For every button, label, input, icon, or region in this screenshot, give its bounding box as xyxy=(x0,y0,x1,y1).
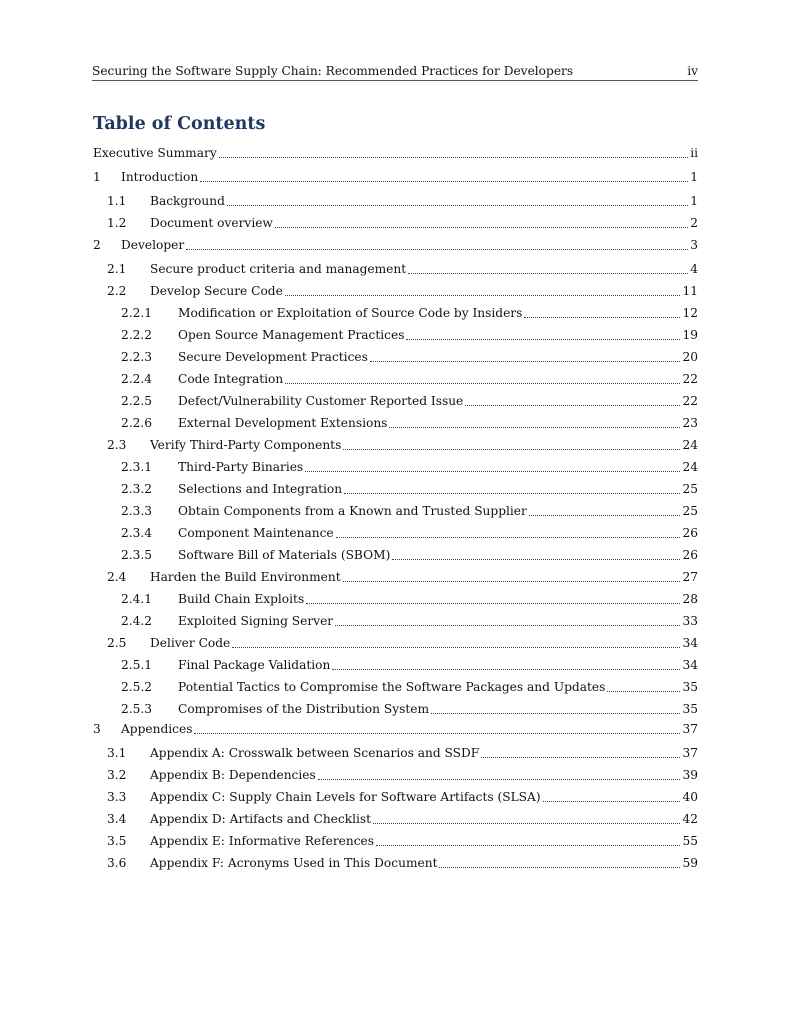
toc-entry-2[interactable] xyxy=(93,236,698,254)
toc-entry-title: Compromises of the Distribution System xyxy=(178,702,429,716)
toc-entry-page: 19 xyxy=(682,328,698,342)
dot-leader xyxy=(343,449,680,450)
toc-entry-number: 3.4 xyxy=(107,812,127,826)
toc-entry-page: 2 xyxy=(690,216,698,230)
toc-entry-number: 2.3.3 xyxy=(121,504,153,518)
toc-entry-number: 2.3 xyxy=(107,438,127,452)
dot-leader xyxy=(465,405,680,406)
toc-entry-title: Final Package Validation xyxy=(178,658,331,672)
toc-entry-page: 39 xyxy=(682,768,698,782)
dot-leader xyxy=(373,823,680,824)
toc-entry-2-2-2[interactable] xyxy=(121,326,698,344)
toc-entry-number: 2.5 xyxy=(107,636,127,650)
dot-leader xyxy=(524,317,680,318)
toc-entry-1-1[interactable] xyxy=(107,192,698,210)
toc-entry-title: Develop Secure Code xyxy=(150,284,283,298)
toc-entry-2-2-5[interactable] xyxy=(121,392,698,410)
dot-leader xyxy=(305,471,680,472)
toc-entry-title: Appendix A: Crosswalk between Scenarios and SSDF xyxy=(150,746,480,760)
toc-entry-2-4-1[interactable] xyxy=(121,590,698,608)
dot-leader xyxy=(370,361,681,362)
running-header xyxy=(92,63,698,81)
toc-entry-title: Introduction xyxy=(121,170,199,184)
toc-entry-2-2[interactable] xyxy=(107,282,698,300)
toc-entry-title: Selections and Integration xyxy=(178,482,343,496)
toc-entry-3-3[interactable] xyxy=(107,788,698,806)
toc-entry-title: Exploited Signing Server xyxy=(178,614,334,628)
toc-entry-number: 2.5.1 xyxy=(121,658,153,672)
dot-leader xyxy=(607,691,680,692)
toc-entry-page: 1 xyxy=(690,170,698,184)
toc-entry-page: 35 xyxy=(682,702,698,716)
toc-entry-page: 25 xyxy=(682,504,698,518)
dot-leader xyxy=(389,427,680,428)
toc-entry-3-5[interactable] xyxy=(107,832,698,850)
dot-leader xyxy=(275,227,688,228)
toc-entry-1[interactable] xyxy=(93,168,698,186)
toc-entry-title: Appendices xyxy=(121,722,193,736)
toc-entry-2-3[interactable] xyxy=(107,436,698,454)
toc-entry-executive-summary[interactable] xyxy=(93,144,698,162)
toc-entry-2-2-4[interactable] xyxy=(121,370,698,388)
toc-entry-number: 3.3 xyxy=(107,790,127,804)
toc-entry-2-1[interactable] xyxy=(107,260,698,278)
toc-entry-number: 2.2 xyxy=(107,284,127,298)
dot-leader xyxy=(232,647,680,648)
toc-entry-page: 35 xyxy=(682,680,698,694)
toc-entry-2-3-1[interactable] xyxy=(121,458,698,476)
dot-leader xyxy=(285,383,680,384)
toc-entry-title: Executive Summary xyxy=(93,146,217,160)
toc-entry-page: 23 xyxy=(682,416,698,430)
toc-entry-page: 22 xyxy=(682,394,698,408)
toc-heading: Table of Contents xyxy=(93,114,266,134)
toc-entry-number: 2.5.2 xyxy=(121,680,153,694)
toc-entry-title: Appendix D: Artifacts and Checklist xyxy=(150,812,372,826)
toc-entry-page: 28 xyxy=(682,592,698,606)
toc-entry-title: Open Source Management Practices xyxy=(178,328,405,342)
toc-entry-page: 20 xyxy=(682,350,698,364)
toc-entry-title: Developer xyxy=(121,238,185,252)
dot-leader xyxy=(336,537,681,538)
dot-leader xyxy=(318,779,681,780)
toc-entry-title: External Development Extensions xyxy=(178,416,388,430)
toc-entry-title: Appendix E: Informative References xyxy=(150,834,375,848)
toc-entry-page: 42 xyxy=(682,812,698,826)
dot-leader xyxy=(306,603,680,604)
toc-entry-number: 3 xyxy=(93,722,101,736)
toc-entry-title: Defect/Vulnerability Customer Reported Issue xyxy=(178,394,464,408)
toc-entry-title: Secure Development Practices xyxy=(178,350,368,364)
dot-leader xyxy=(543,801,681,802)
toc-entry-page: 26 xyxy=(682,548,698,562)
toc-entry-title: Background xyxy=(150,194,225,208)
toc-entry-page: 22 xyxy=(682,372,698,386)
toc-entry-title: Appendix B: Dependencies xyxy=(150,768,316,782)
toc-entry-3-6[interactable] xyxy=(107,854,698,872)
toc-entry-page: 37 xyxy=(682,746,698,760)
toc-entry-page: 3 xyxy=(690,238,698,252)
toc-entry-2-4-2[interactable] xyxy=(121,612,698,630)
toc-entry-2-3-5[interactable] xyxy=(121,546,698,564)
toc-entry-2-3-2[interactable] xyxy=(121,480,698,498)
toc-entry-title: Software Bill of Materials (SBOM) xyxy=(178,548,391,562)
dot-leader xyxy=(529,515,681,516)
toc-entry-number: 3.2 xyxy=(107,768,127,782)
dot-leader xyxy=(344,493,680,494)
toc-entry-title: Verify Third-Party Components xyxy=(150,438,342,452)
toc-entry-number: 3.5 xyxy=(107,834,127,848)
toc-entry-2-5-2[interactable] xyxy=(121,678,698,696)
toc-entry-title: Potential Tactics to Compromise the Software Packages and Updates xyxy=(178,680,606,694)
dot-leader xyxy=(343,581,681,582)
toc-entry-page: 26 xyxy=(682,526,698,540)
toc-entry-number: 2.2.2 xyxy=(121,328,153,342)
toc-entry-2-4[interactable] xyxy=(107,568,698,586)
toc-entry-title: Build Chain Exploits xyxy=(178,592,305,606)
dot-leader xyxy=(285,295,681,296)
toc-entry-title: Deliver Code xyxy=(150,636,231,650)
toc-entry-number: 2 xyxy=(93,238,101,252)
toc-entry-page: 37 xyxy=(682,722,698,736)
toc-entry-2-5[interactable] xyxy=(107,634,698,652)
toc-entry-number: 2.4.1 xyxy=(121,592,153,606)
dot-leader xyxy=(392,559,680,560)
toc-entry-2-2-6[interactable] xyxy=(121,414,698,432)
toc-entry-2-5-3[interactable] xyxy=(121,700,698,718)
toc-entry-title: Modification or Exploitation of Source Code by Insiders xyxy=(178,306,523,320)
dot-leader xyxy=(376,845,680,846)
dot-leader xyxy=(200,181,688,182)
toc-entry-2-3-3[interactable] xyxy=(121,502,698,520)
toc-entry-number: 2.3.4 xyxy=(121,526,153,540)
toc-entry-title: Appendix C: Supply Chain Levels for Software Artifacts (SLSA) xyxy=(150,790,541,804)
toc-entry-page: ii xyxy=(690,146,698,160)
toc-entry-number: 3.6 xyxy=(107,856,127,870)
toc-entry-number: 2.2.4 xyxy=(121,372,153,386)
header-page-label: iv xyxy=(687,64,698,78)
header-document-title: Securing the Software Supply Chain: Recommended Practices for Developers xyxy=(92,64,574,78)
dot-leader xyxy=(431,713,680,714)
toc-entry-page: 33 xyxy=(682,614,698,628)
toc-entry-page: 24 xyxy=(682,460,698,474)
dot-leader xyxy=(439,867,680,868)
toc-entry-number: 2.3.1 xyxy=(121,460,153,474)
dot-leader xyxy=(227,205,688,206)
toc-entry-2-2-1[interactable] xyxy=(121,304,698,322)
toc-entry-number: 2.4 xyxy=(107,570,127,584)
toc-entry-page: 34 xyxy=(682,658,698,672)
toc-entry-2-5-1[interactable] xyxy=(121,656,698,674)
toc-entry-number: 3.1 xyxy=(107,746,127,760)
dot-leader xyxy=(408,273,688,274)
toc-entry-title: Component Maintenance xyxy=(178,526,334,540)
toc-entry-2-2-3[interactable] xyxy=(121,348,698,366)
toc-entry-page: 59 xyxy=(682,856,698,870)
toc-entry-number: 1 xyxy=(93,170,101,184)
toc-entry-number: 2.2.5 xyxy=(121,394,153,408)
toc-entry-title: Secure product criteria and management xyxy=(150,262,407,276)
toc-entry-number: 1.1 xyxy=(107,194,127,208)
toc-entry-page: 34 xyxy=(682,636,698,650)
toc-entry-page: 24 xyxy=(682,438,698,452)
toc-entry-title: Harden the Build Environment xyxy=(150,570,341,584)
toc-entry-3-2[interactable] xyxy=(107,766,698,784)
toc-entry-page: 40 xyxy=(682,790,698,804)
toc-entry-page: 27 xyxy=(682,570,698,584)
toc-entry-number: 2.1 xyxy=(107,262,127,276)
dot-leader xyxy=(332,669,680,670)
toc-entry-page: 4 xyxy=(690,262,698,276)
toc-entry-2-3-4[interactable] xyxy=(121,524,698,542)
toc-entry-number: 2.2.1 xyxy=(121,306,153,320)
toc-entry-3-1[interactable] xyxy=(107,744,698,762)
toc-entry-number: 2.3.5 xyxy=(121,548,153,562)
toc-entry-1-2[interactable] xyxy=(107,214,698,232)
dot-leader xyxy=(406,339,680,340)
toc-entry-page: 12 xyxy=(682,306,698,320)
dot-leader xyxy=(335,625,680,626)
toc-entry-page: 1 xyxy=(690,194,698,208)
dot-leader xyxy=(219,157,688,158)
toc-entry-number: 2.4.2 xyxy=(121,614,153,628)
toc-entry-title: Obtain Components from a Known and Trusted Supplier xyxy=(178,504,527,518)
toc-entry-title: Appendix F: Acronyms Used in This Document xyxy=(150,856,438,870)
toc-entry-number: 2.5.3 xyxy=(121,702,153,716)
toc-entry-number: 2.2.3 xyxy=(121,350,153,364)
toc-entry-3-4[interactable] xyxy=(107,810,698,828)
toc-entry-title: Document overview xyxy=(150,216,273,230)
toc-entry-3[interactable] xyxy=(93,720,698,738)
toc-entry-title: Code Integration xyxy=(178,372,284,386)
toc-entry-number: 2.2.6 xyxy=(121,416,153,430)
dot-leader xyxy=(186,249,688,250)
toc-entry-number: 2.3.2 xyxy=(121,482,153,496)
toc-entry-page: 55 xyxy=(682,834,698,848)
dot-leader xyxy=(194,733,680,734)
toc-entry-page: 11 xyxy=(682,284,698,298)
toc-entry-number: 1.2 xyxy=(107,216,127,230)
dot-leader xyxy=(481,757,680,758)
toc-entry-page: 25 xyxy=(682,482,698,496)
toc-entry-title: Third-Party Binaries xyxy=(178,460,304,474)
